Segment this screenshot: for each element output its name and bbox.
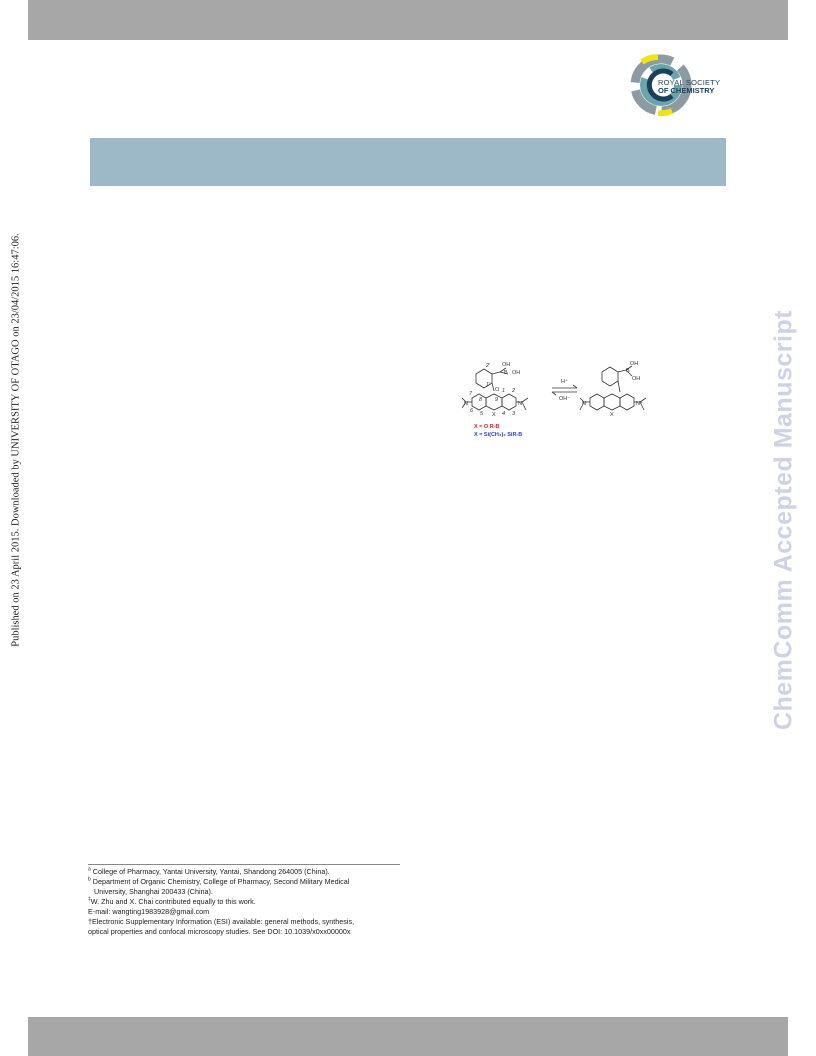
locant-6: 6 <box>470 408 474 414</box>
arrow-label-top: H⁺ <box>561 379 568 385</box>
oh-top: OH <box>502 362 511 368</box>
locant-7: 7 <box>469 391 473 397</box>
footnote-esi-cont: optical properties and confocal microscopy studies. See DOI: 10.1039/x0xx00000x <box>88 927 351 936</box>
nitrogen-left-2: N <box>582 401 586 407</box>
footnote-a: $^a$ College of Pharmacy, Yantai University, Yantai, Shandong 264005 (China). <box>88 866 330 876</box>
rsc-line2: OF CHEMISTRY <box>658 86 715 95</box>
label-sirb: X = Si(CH₃)₂ SiR-B <box>474 432 523 438</box>
rsc-wordmark <box>658 79 720 95</box>
locant-8: 8 <box>479 397 483 403</box>
locant-3: 3 <box>512 411 516 417</box>
footnote-equal-contrib: ‡W. Zhu and X. Chai contributed equally to this work. <box>88 896 256 906</box>
x-atom-left: X <box>492 412 496 418</box>
footnote-email: E-mail: wangting1983928@gmail.com <box>88 907 210 916</box>
header-bar <box>28 0 788 40</box>
footnote-b-cont: University, Shanghai 200433 (China). <box>94 887 213 896</box>
equilibrium-arrow-icon <box>552 385 577 395</box>
xanthene-ring-f <box>620 394 634 410</box>
footnote-esi: †Electronic Supplementary Information (ESI) available: general methods, synthesis, <box>88 917 355 926</box>
xanthene-ring-b <box>486 394 502 410</box>
locant-2p: 2' <box>486 363 491 369</box>
locant-1: 1 <box>502 388 506 394</box>
footnote-rule <box>88 864 400 865</box>
oxygen-atom: O <box>495 387 500 393</box>
published-note: Published on 23 April 2015. Downloaded by UNIVERSITY OF OTAGO on 23/04/2015 16:47:06. <box>10 233 22 647</box>
footer-bar <box>28 1017 788 1056</box>
boron-2: B <box>626 368 630 374</box>
locant-4: 4 <box>502 411 506 417</box>
locant-9: 9 <box>495 397 499 403</box>
boron: B <box>504 370 508 376</box>
chemical-scheme <box>462 358 672 450</box>
locant-1p: 1' <box>486 382 491 388</box>
xanthene-ring-d <box>590 394 604 410</box>
rsc-logo <box>628 52 738 118</box>
title-band <box>90 138 726 186</box>
oh-right: OH <box>512 370 521 376</box>
rsc-line1: ROYAL SOCIETY <box>658 78 721 87</box>
nitrogen-right-2: N⁺ <box>636 401 643 407</box>
locant-5: 5 <box>480 411 484 417</box>
watermark: ChemComm Accepted Manuscript <box>769 309 798 731</box>
x-atom-right: X <box>610 412 614 418</box>
nitrogen-left: N <box>464 401 468 407</box>
oh-right-2: OH <box>632 376 641 382</box>
arrow-label-bottom: OH⁻ <box>559 396 571 402</box>
footnote-b: $^b$ Department of Organic Chemistry, College of Pharmacy, Second Military Medical <box>88 876 350 886</box>
locant-2: 2 <box>512 388 516 394</box>
label-rb: X = O R-B <box>474 424 500 430</box>
footnotes <box>88 867 408 937</box>
phenyl-ring-right <box>602 367 618 386</box>
xanthene-ring-e <box>604 394 620 410</box>
nitrogen-right: N <box>518 401 522 407</box>
xanthene-ring-c <box>502 394 516 410</box>
oh-top-2: OH <box>630 361 639 367</box>
